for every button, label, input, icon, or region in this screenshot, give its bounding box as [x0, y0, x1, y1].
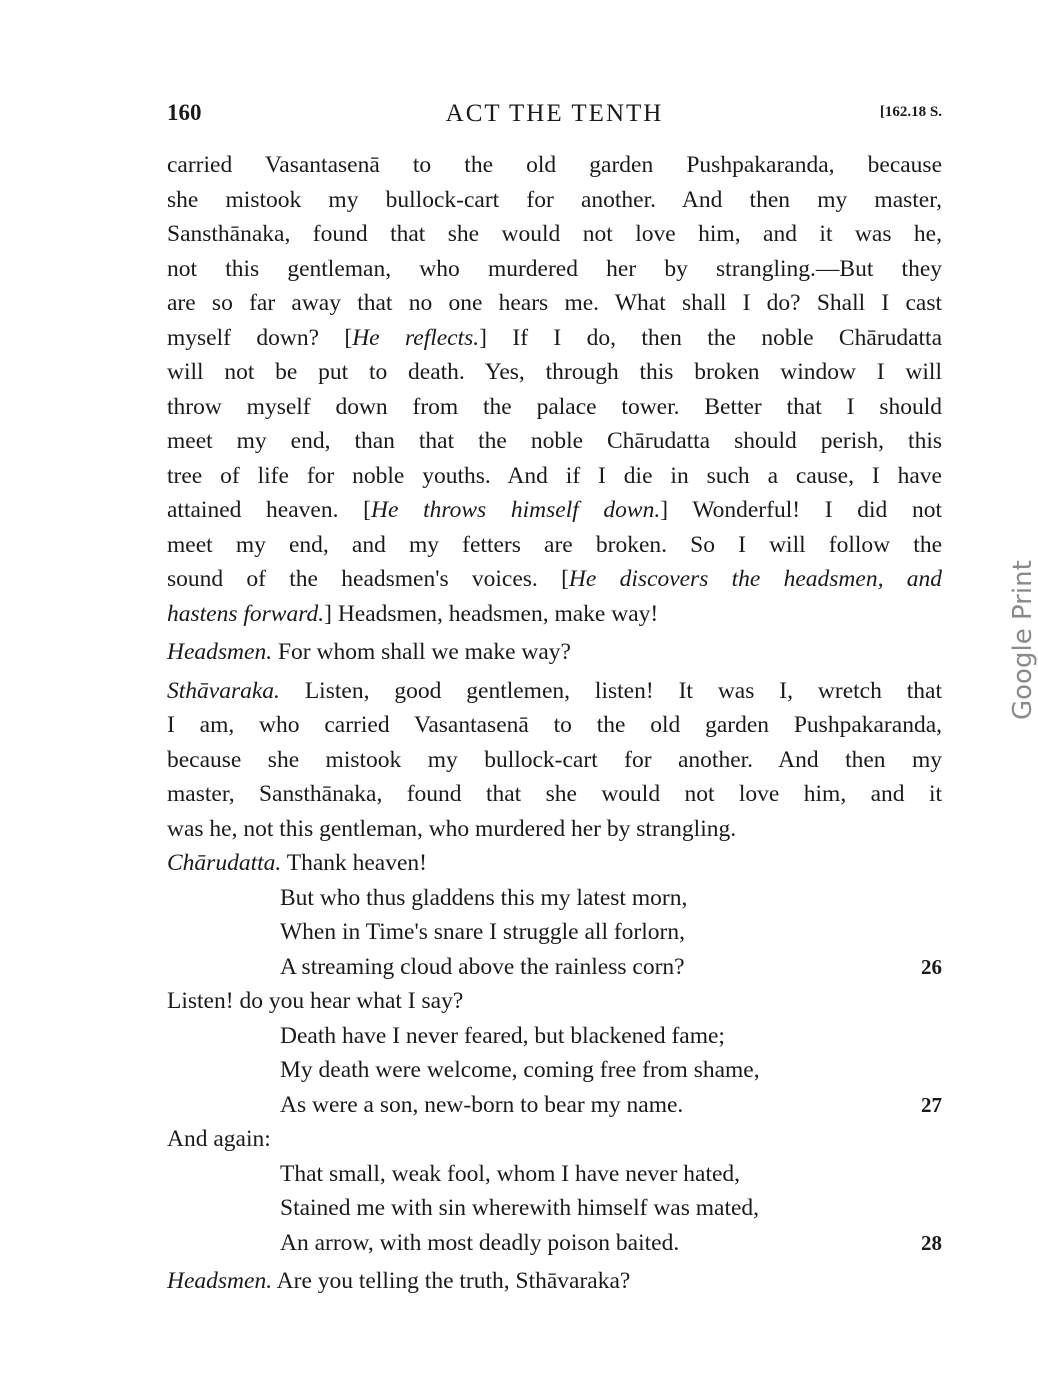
- text-line: I am, who carried Vasantasenā to the old garden Pushpakaranda,: [167, 712, 942, 738]
- verse-text: Death have I never feared, but blackened fame;: [280, 1022, 725, 1049]
- page-body: [167, 148, 942, 1299]
- verse-line: [167, 1019, 942, 1054]
- stage-direction: He throws himself down.: [370, 497, 661, 523]
- text-line: carried Vasantasenā to the old garden Pushpakaranda, because: [167, 152, 942, 178]
- verse-text: That small, weak fool, whom I have never hated,: [280, 1160, 741, 1187]
- verse-line: [167, 915, 942, 950]
- text-line: meet my end, than that the noble Chārudatta should perish, this: [167, 428, 942, 454]
- verse-text: When in Time's snare I struggle all forlorn,: [280, 919, 685, 945]
- verse-line: [167, 950, 942, 985]
- text-line: she mistook my bullock-cart for another. And then my master,: [167, 186, 942, 213]
- text-line: will not be put to death. Yes, through this broken window I will: [167, 359, 942, 385]
- speech-text: Listen, good gentlemen, listen! It was I, wretch that: [279, 677, 942, 704]
- verse-28: [167, 1157, 942, 1261]
- verse-line: [167, 1226, 942, 1261]
- speaker-name: Headsmen.: [167, 639, 273, 665]
- verse-text: But who thus gladdens this my latest morn,: [280, 884, 688, 911]
- text-run: myself down? [: [167, 324, 353, 351]
- text-line: [167, 597, 942, 632]
- text-line: [167, 493, 942, 528]
- google-print-watermark: Google Print: [1008, 560, 1038, 720]
- verse-line: [167, 1191, 942, 1226]
- speaker-name: Headsmen.: [167, 1268, 273, 1294]
- verse-text: Stained me with sin wherewith himself was mated,: [280, 1195, 760, 1221]
- verse-26: [167, 881, 942, 985]
- text-run: ] If I do, then the noble Chārudatta: [479, 324, 943, 351]
- verse-line: [167, 1088, 942, 1123]
- speech-text: Thank heaven!: [281, 850, 427, 876]
- page-header: [167, 100, 942, 134]
- text-line: [167, 674, 942, 709]
- text-line: [167, 562, 942, 597]
- text-run: sound of the headsmen's voices. [: [167, 566, 569, 592]
- text-line: throw myself down from the palace tower. Better that I should: [167, 393, 942, 420]
- text-run: ] Headsmen, headsmen, make way!: [324, 600, 659, 627]
- text-line: master, Sansthānaka, found that she would not love him, and it: [167, 781, 942, 807]
- speech-charudatta: [167, 846, 942, 881]
- stage-direction: hastens forward.: [167, 600, 325, 627]
- page-number: 160: [167, 100, 202, 125]
- verse-number: 28: [921, 1230, 942, 1255]
- verse-number: 26: [921, 954, 942, 979]
- speech-text: Are you telling the truth, Sthāvaraka?: [272, 1268, 631, 1294]
- verse-27: [167, 1019, 942, 1123]
- text-line: Sansthānaka, found that she would not love him, and it was he,: [167, 221, 942, 247]
- verse-text: My death were welcome, coming free from shame,: [280, 1057, 760, 1083]
- speech-sthavaraka: [167, 674, 942, 847]
- verse-line: [167, 881, 942, 916]
- verse-text: An arrow, with most deadly poison baited.: [280, 1229, 680, 1256]
- verse-text: A streaming cloud above the rainless corn?: [280, 953, 685, 980]
- text-line: [167, 321, 942, 356]
- text-run: attained heaven. [: [167, 497, 371, 523]
- stage-direction: He discovers the headsmen, and: [568, 566, 942, 592]
- speech-headsmen: [167, 635, 942, 670]
- stage-direction: He reflects.: [352, 324, 480, 351]
- text-line: Listen! do you hear what I say?: [167, 988, 464, 1014]
- section-reference: [162.18 S.: [879, 104, 942, 120]
- speech-headsmen: [167, 1264, 942, 1299]
- text-line: tree of life for noble youths. And if I die in such a cause, I have: [167, 462, 942, 489]
- verse-line: [167, 1157, 942, 1192]
- text-line: are so far away that no one hears me. What shall I do? Shall I cast: [167, 290, 942, 316]
- text-line: And again:: [167, 1126, 271, 1152]
- text-line: was he, not this gentleman, who murdered her by strangling.: [167, 815, 737, 842]
- speaker-name: Sthāvaraka.: [167, 677, 280, 704]
- text-line: because she mistook my bullock-cart for another. And then my: [167, 746, 942, 773]
- speaker-name: Chārudatta.: [167, 850, 282, 876]
- running-head: ACT THE TENTH: [445, 100, 664, 127]
- text-line: not this gentleman, who murdered her by strangling.—But they: [167, 255, 942, 282]
- speech-text: For whom shall we make way?: [272, 639, 571, 665]
- verse-text: As were a son, new-born to bear my name.: [280, 1091, 684, 1118]
- verse-number: 27: [921, 1092, 942, 1117]
- text-line: meet my end, and my fetters are broken. So I will follow the: [167, 531, 942, 558]
- verse-line: [167, 1053, 942, 1088]
- text-run: ] Wonderful! I did not: [660, 497, 942, 523]
